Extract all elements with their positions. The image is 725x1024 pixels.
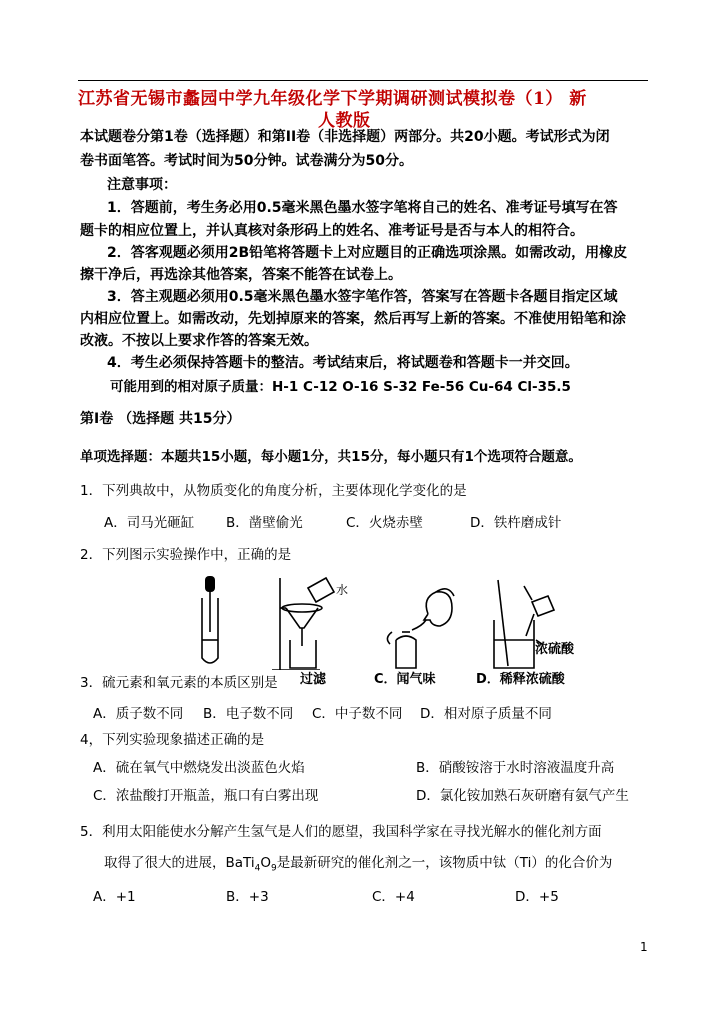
q2-caption-d: D．稀释浓硫酸: [476, 672, 565, 687]
q3-option-a: A．质子数不同: [93, 706, 184, 722]
q2-figure: [190, 570, 590, 670]
formula-subscript-o: 9: [271, 863, 277, 874]
notice-item3-line3: 改液。不按以上要求作答的答案无效。: [80, 333, 318, 349]
doc-title-line2: 人教版: [318, 111, 371, 131]
notice-item1-line1: 1．答题前，考生务必用0.5毫米黑色墨水签字笔将自己的姓名、准考证号填写在答: [107, 200, 618, 216]
q1-option-b: B．凿壁偷光: [226, 515, 303, 531]
formula-oxygen: O: [260, 855, 271, 871]
filtration-apparatus-image: [272, 578, 334, 670]
intro-line1: 本试题卷分第1卷（选择题）和第II卷（非选择题）两部分。共20小题。考试形式为闭: [80, 129, 610, 145]
q5-option-c: C．+4: [372, 889, 415, 905]
q5-stem-post: 是最新研究的催化剂之一，该物质中钛（Ti）的化合价为: [276, 855, 613, 871]
q3-stem: 3．硫元素和氧元素的本质区别是: [80, 675, 278, 691]
q4-option-b: B．硝酸铵溶于水时溶液温度升高: [416, 760, 615, 776]
header-rule: [78, 80, 648, 81]
dropper-test-tube-image: [202, 576, 218, 663]
section1-heading: 第Ⅰ卷 （选择题 共15分）: [80, 411, 241, 427]
notice-item3-line1: 3．答主观题必须用0.5毫米黑色墨水签字笔作答，答案写在答题卡各题目指定区域: [107, 289, 618, 305]
q4-option-d: D．氯化铵加熟石灰研磨有氨气产生: [416, 788, 629, 804]
page-number: 1: [640, 940, 648, 954]
q4-option-a: A．硫在氧气中燃烧发出淡蓝色火焰: [93, 760, 305, 776]
q5-stem-pre: 取得了很大的进展，: [104, 855, 226, 871]
q2-caption-b: 过滤: [300, 672, 327, 687]
q5-stem-line2: [104, 851, 612, 874]
notice-item2-line2: 擦干净后，再选涂其他答案，答案不能答在试卷上。: [80, 267, 402, 283]
label-conc-acid: 浓硫酸: [535, 642, 575, 657]
notice-item4: 4．考生必须保持答题卡的整洁。考试结束后，将试题卷和答题卡一并交回。: [107, 355, 579, 371]
formula-base: BaTi: [225, 855, 255, 871]
q3-option-c: C．中子数不同: [312, 706, 403, 722]
notice-item3-line2: 内相应位置上。如需改动，先划掉原来的答案，然后再写上新的答案。不准使用铅笔和涂: [80, 311, 626, 327]
q2-caption-c: C．闻气味: [374, 672, 436, 687]
q1-option-c: C．火烧赤壁: [346, 515, 423, 531]
q5-option-a: A．+1: [93, 889, 136, 905]
doc-title-line1: 江苏省无锡市蠡园中学九年级化学下学期调研测试模拟卷（1） 新: [78, 89, 587, 109]
notice-item2-line1: 2．答客观题必须用2B铅笔将答题卡上对应题目的正确选项涂黑。如需改动，用橡皮: [107, 245, 628, 261]
section1-instruction: 单项选择题：本题共15小题，每小题1分，共15分，每小题只有1个选项符合题意。: [80, 449, 582, 465]
label-water: 水: [336, 583, 349, 597]
smelling-gas-image: [387, 589, 454, 668]
q5-stem-line1: 5．利用太阳能使水分解产生氢气是人们的愿望，我国科学家在寻找光解水的催化剂方面: [80, 824, 602, 840]
q3-option-b: B．电子数不同: [203, 706, 294, 722]
q3-option-d: D．相对原子质量不同: [420, 706, 552, 722]
q1-option-a: A．司马光砸缸: [104, 515, 195, 531]
intro-line2: 卷书面笔答。考试时间为50分钟。试卷满分为50分。: [80, 153, 413, 169]
formula-subscript-ti: 4: [254, 863, 261, 874]
notice-heading: 注意事项：: [107, 177, 177, 193]
q1-option-d: D．铁杵磨成针: [470, 515, 562, 531]
atomic-masses: 可能用到的相对原子质量：H-1 C-12 O-16 S-32 Fe-56 Cu-64 Cl-35.5: [110, 379, 571, 395]
q1-stem: 1．下列典故中，从物质变化的角度分析，主要体现化学变化的是: [80, 483, 467, 499]
q5-option-d: D．+5: [515, 889, 559, 905]
q4-option-c: C．浓盐酸打开瓶盖，瓶口有白雾出现: [93, 788, 319, 804]
q2-stem: 2．下列图示实验操作中，正确的是: [80, 547, 292, 563]
q5-option-b: B．+3: [226, 889, 269, 905]
q4-stem: 4，下列实验现象描述正确的是: [80, 732, 265, 748]
notice-item1-line2: 题卡的相应位置上，并认真核对条形码上的姓名、准考证号是否与本人的相符合。: [80, 223, 584, 239]
